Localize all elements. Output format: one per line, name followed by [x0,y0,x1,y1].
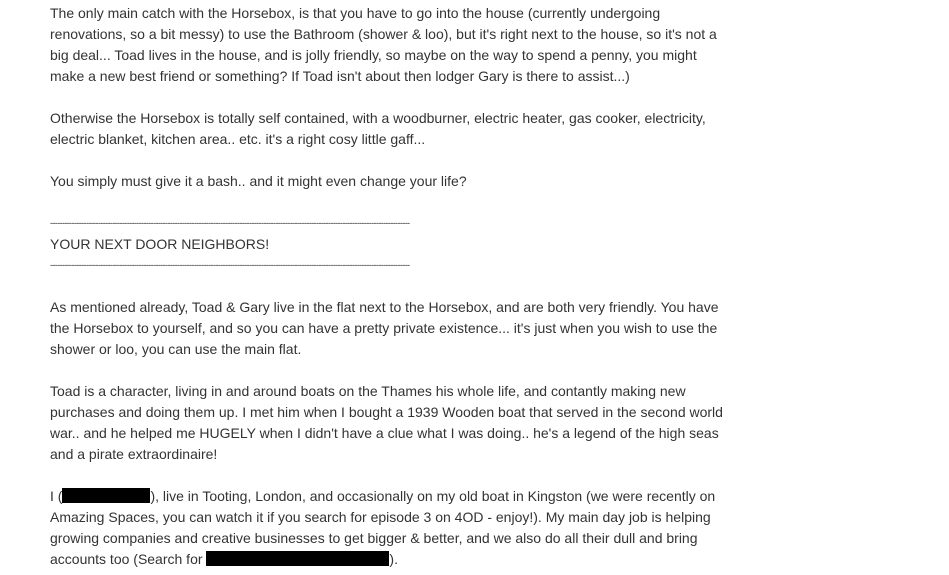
paragraph-gap [50,192,730,213]
paragraph-gap [50,360,730,381]
paragraph-gap [50,150,730,171]
paragraph-give-it-a-bash: You simply must give it a bash.. and it might even change your life? [50,173,467,189]
about-me-end: ). [389,551,398,567]
paragraph-flat: As mentioned already, Toad & Gary live in the flat next to the Horsebox, and are both very friendly. You have the Horsebox to yourself, and so you can have a pretty private existence... it's just when you wish to use the shower or loo, you can use the main flat. [50,299,719,357]
paragraph-self-contained: Otherwise the Horsebox is totally self contained, with a woodburner, electric heater, gas cooker, electricity, electric blanket, kitchen area.. etc. it's a right cosy little gaff... [50,110,706,147]
description-text [50,3,730,570]
paragraph-gap [50,465,730,486]
paragraph-toad: Toad is a character, living in and around boats on the Thames his whole life, and contantly making new purchases and doing them up. I met him when I bought a 1939 Wooden boat that served in the second world war.. and he helped me HUGELY when I didn't have a clue what I was doing.. he's a legend of the high seas and a pirate extraordinaire! [50,383,723,462]
neighbors-heading: YOUR NEXT DOOR NEIGHBORS! [50,236,270,252]
divider-top: ------------------------------------------------------------------------------------------------------------------------------------------------------ [50,218,410,228]
paragraph-bathroom-catch: The only main catch with the Horsebox, is that you have to go into the house (currently undergoing renovations, so a bit messy) to use the Bathroom (shower & loo), but it's right next to the house, so it's not a big deal... Toad lives in the house, and is jolly friendly, so maybe on the way to spend a penny, you might make a new best friend or something? If Toad isn't about then lodger Gary is there to assist...) [50,5,717,84]
paragraph-gap [50,87,730,108]
redacted-name [62,488,150,503]
about-me-middle: ), live in Tooting, London, and occasionally on my old boat in Kingston (we were recently on Amazing Spaces, you can watch it if you search for episode 3 on 4OD - enjoy!). My main day job is helping growing companies and creative businesses to get bigger & better, and we also do all their dull and bring accounts too (Search for [50,488,716,567]
divider-bottom: ------------------------------------------------------------------------------------------------------------------------------------------------------ [50,260,410,270]
redacted-company [206,551,389,566]
paragraph-about-me [50,486,730,570]
about-me-start: I ( [50,488,63,504]
paragraph-gap [50,276,730,297]
